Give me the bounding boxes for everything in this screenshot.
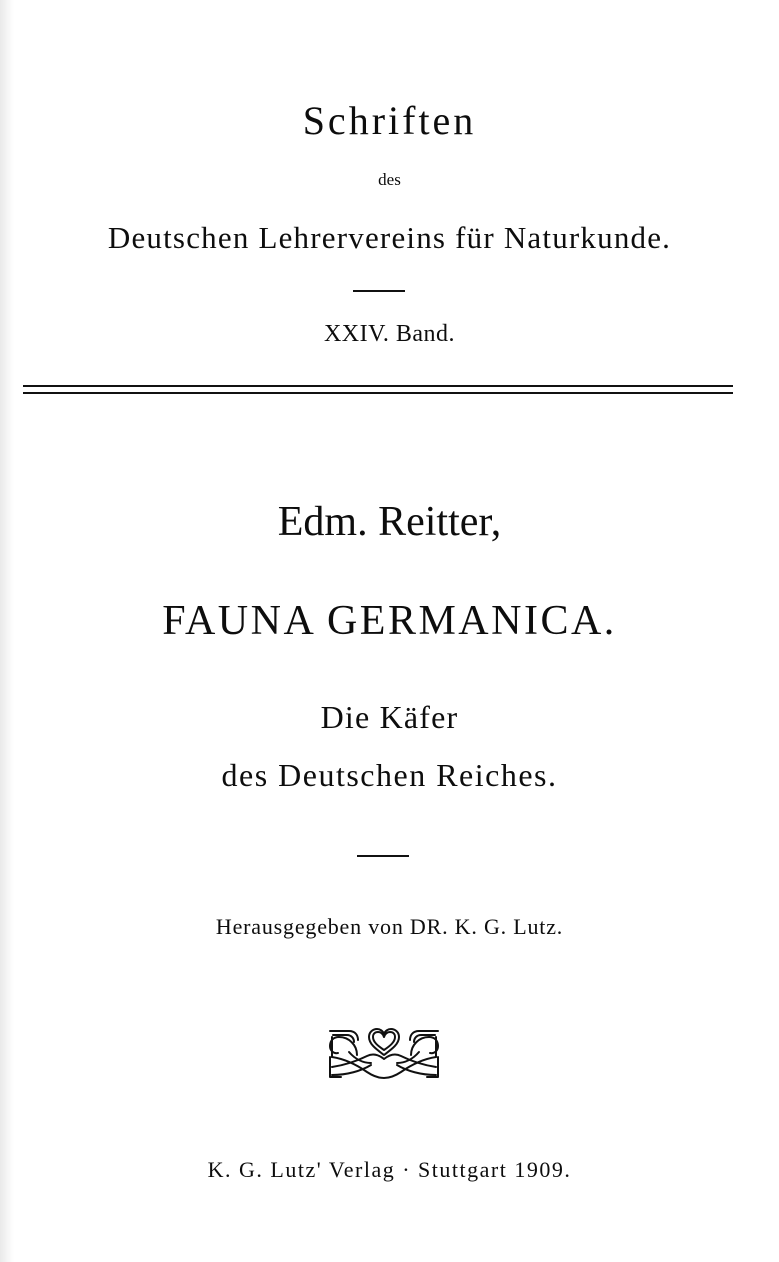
publisher-imprint: K. G. Lutz' Verlag · Stuttgart 1909. [207, 1157, 572, 1182]
short-divider-bottom [357, 855, 409, 857]
short-divider-top [353, 290, 405, 292]
book-title: FAUNA GERMANICA. [162, 598, 617, 644]
author-name: Edm. Reitter, [277, 499, 502, 545]
art-nouveau-heart-ornament-icon [327, 1025, 441, 1081]
double-rule-divider [23, 385, 733, 395]
book-subtitle-line-1: Die Käfer [320, 699, 459, 735]
series-title: Schriften [302, 98, 477, 143]
book-subtitle-line-2: des Deutschen Reiches. [221, 757, 558, 793]
series-society-name: Deutschen Lehrervereins für Naturkunde. [107, 220, 672, 255]
editor-credit: Herausgegeben von DR. K. G. Lutz. [215, 914, 564, 939]
volume-number: XXIV. Band. [323, 321, 456, 347]
series-connector: des [378, 170, 401, 189]
